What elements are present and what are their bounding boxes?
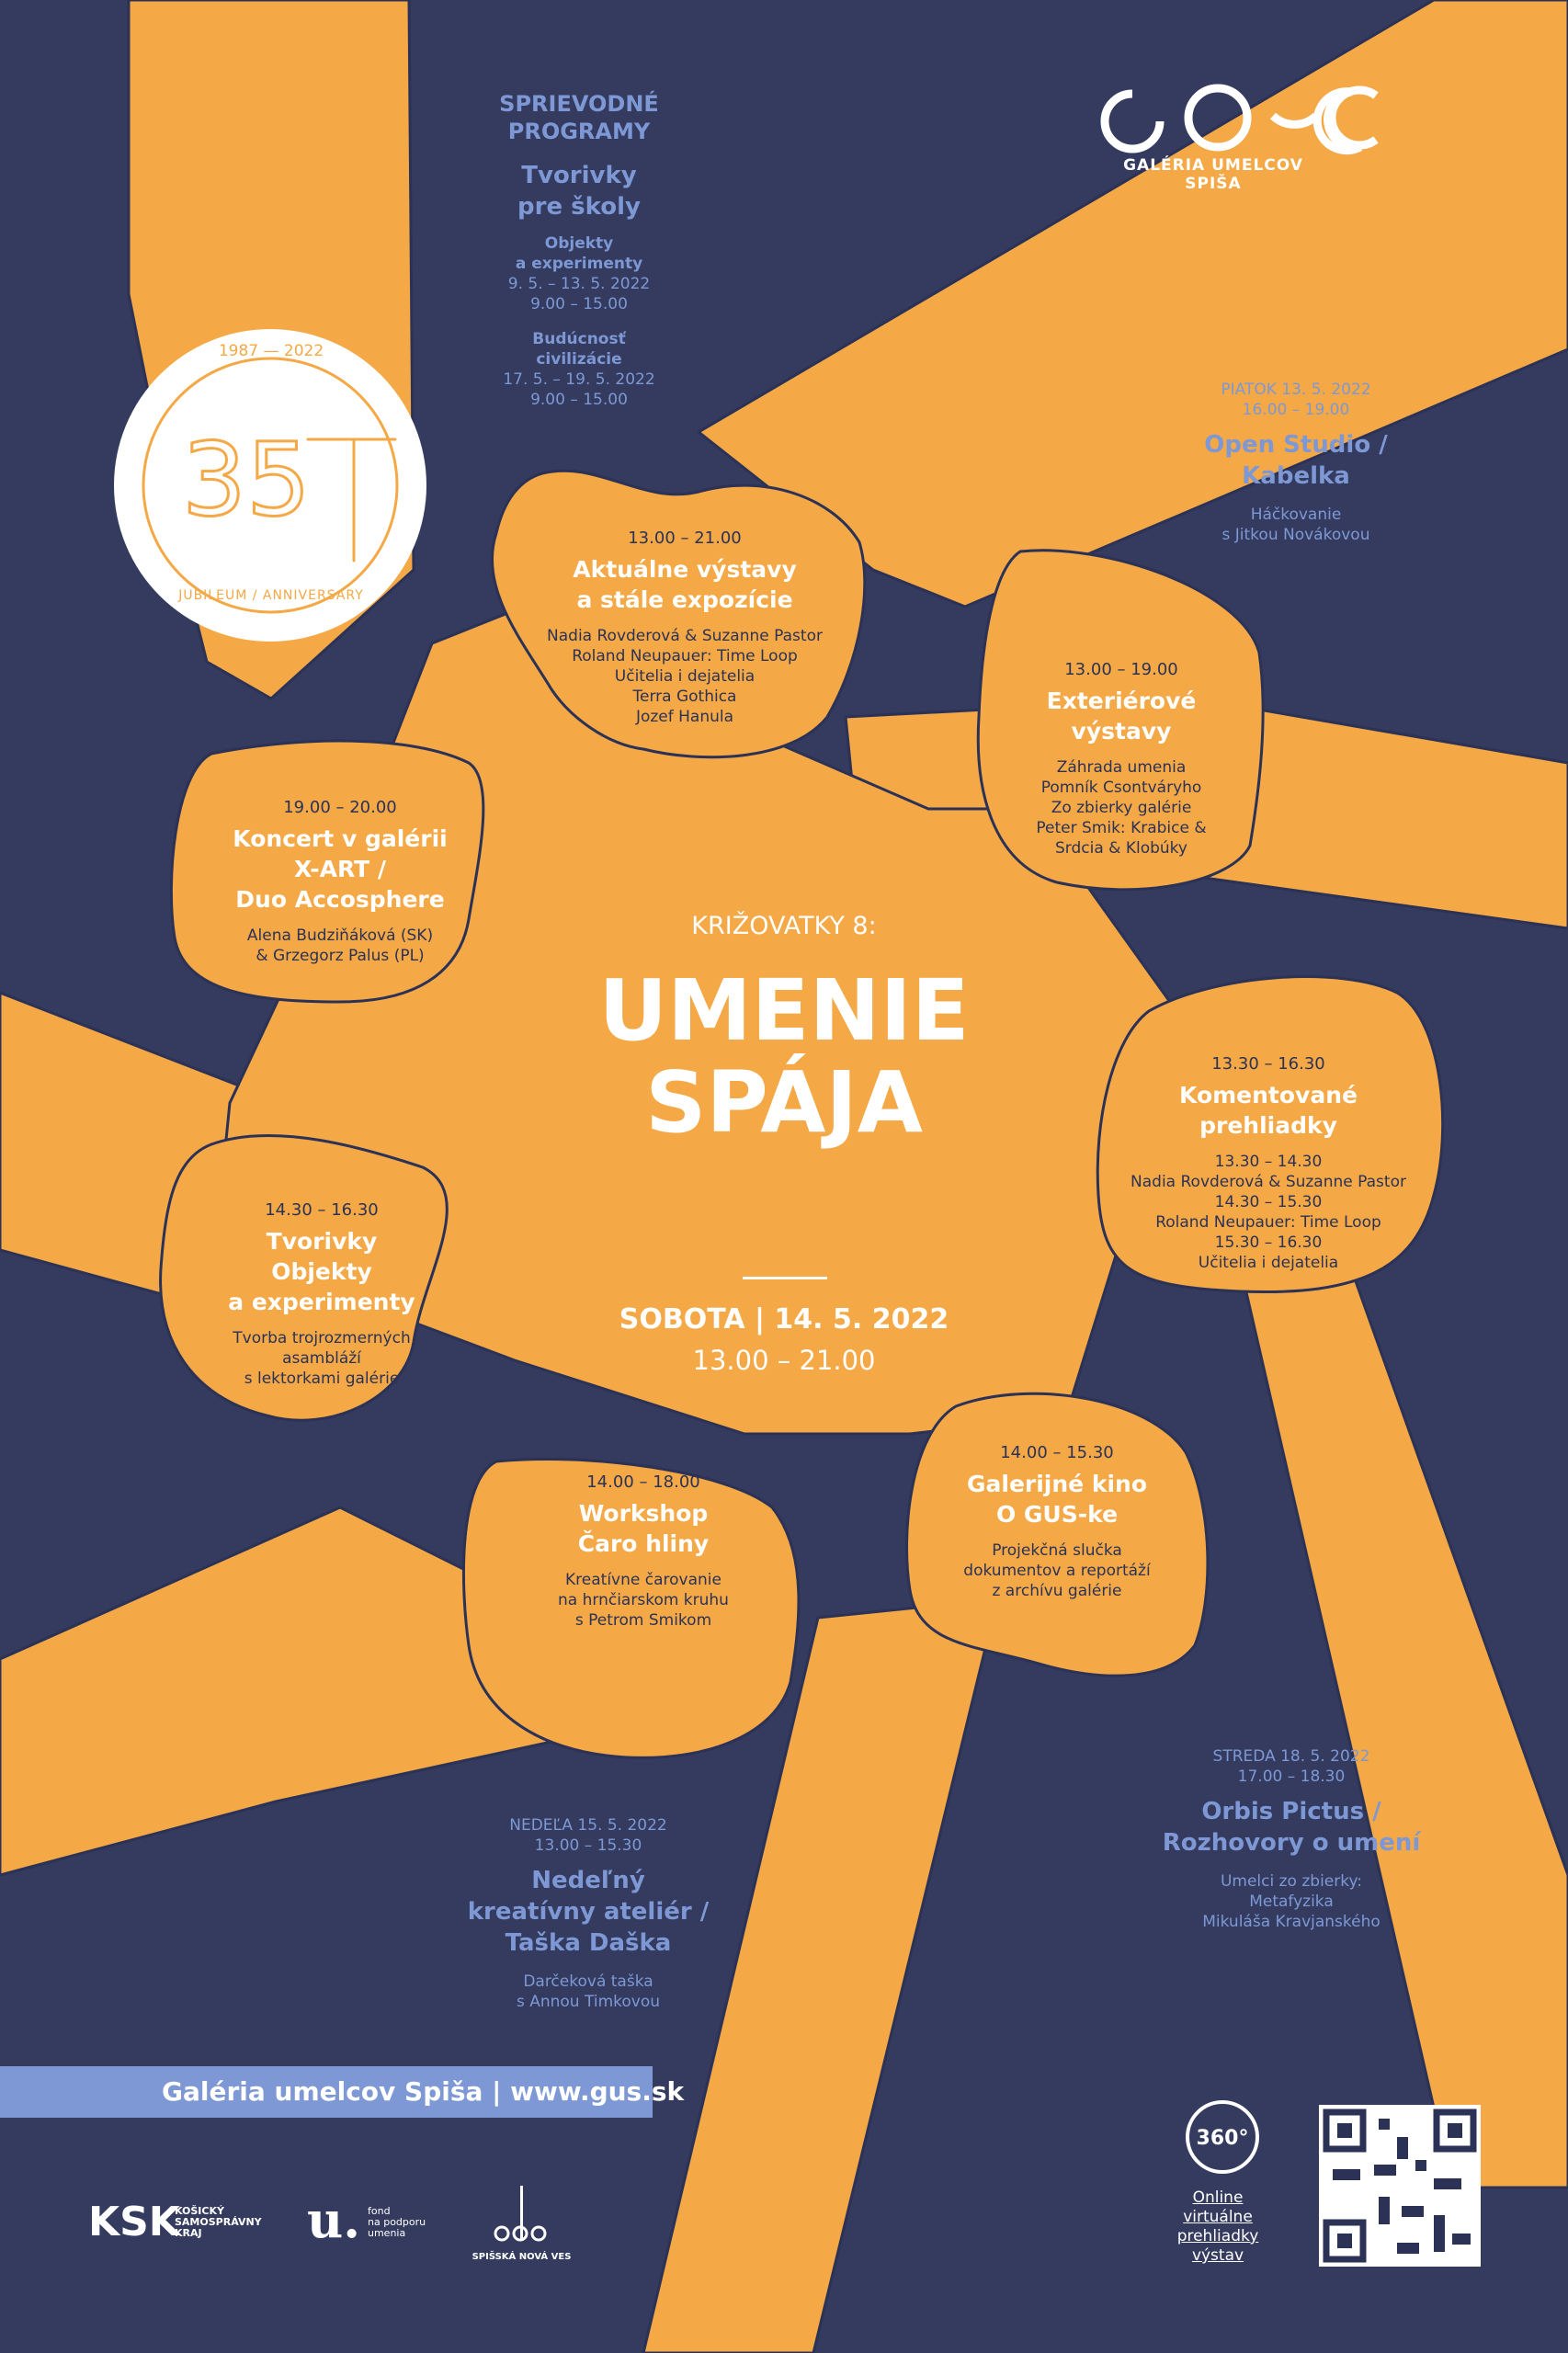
svg-text:u.: u. <box>307 2190 361 2249</box>
program-creative-objects: 14.30 – 16.30 Tvorivky Objekty a experimenty Tvorba trojrozmerných asambláží s lektorkami galérie <box>228 1200 415 1388</box>
divider <box>743 1277 827 1279</box>
program-guided-tours: 13.30 – 16.30 Komentované prehliadky 13.30 – 14.30 Nadia Rovderová & Suzanne Pastor 14.30 – 15.30 Roland Neupauer: Time Loop 15.30 – 16.30 Učitelia i dejatelia <box>1131 1054 1406 1272</box>
svg-text:35: 35 <box>182 421 311 539</box>
jubilee-label: JUBILEUM / ANNIVERSARY <box>178 588 364 603</box>
side-sunday: NEDEĽA 15. 5. 2022 13.00 – 15.30 Nedeľný kreatívny ateliér / Taška Daška Darčeková taška s Annou Timkovou <box>467 1816 710 2011</box>
gallery-logo-name: GALÉRIA UMELCOV SPIŠA <box>1123 156 1303 193</box>
program-exterior: 13.00 – 19.00 Exteriérové výstavy Záhrada umenia Pomník Csontváryho Zo zbierky galérie Peter Smik: Krabice & Srdcia & Klobúky <box>1036 660 1207 858</box>
program-exhibitions: 13.00 – 21.00 Aktuálne výstavy a stále expozície Nadia Rovderová & Suzanne Pastor Roland Neupauer: Time Loop Učitelia i dejatelia Terra Gothica Jozef Hanula <box>547 529 823 726</box>
ksk-text: KOŠICKÝ SAMOSPRÁVNY KRAJ <box>175 2205 262 2239</box>
event-series: KRIŽOVATKY 8: <box>691 912 877 940</box>
social-text[interactable]: Galéria umelcov Spiša | www.gus.sk <box>162 2076 685 2107</box>
side-wednesday: STREDA 18. 5. 2022 17.00 – 18.30 Orbis Pictus / Rozhovory o umení Umelci zo zbierky: Metafyzika Mikuláša Kravjanského <box>1162 1747 1421 1931</box>
event-subtitle: Noc múzeí a galérií <box>589 1160 979 1207</box>
social-bar[interactable] <box>0 2066 685 2118</box>
svg-text:KSK: KSK <box>88 2199 180 2245</box>
event-title: UMENIE SPÁJA <box>598 961 970 1152</box>
fpu-text: fond na podporu umenia <box>368 2205 426 2239</box>
program-concert: 19.00 – 20.00 Koncert v galérii X-ART / Duo Accosphere Alena Budziňáková (SK) & Grzegorz Palus (PL) <box>233 798 448 965</box>
event-hours: 13.00 – 21.00 <box>692 1345 876 1376</box>
qr-code-icon <box>1319 2105 1481 2267</box>
arm-lower-right <box>1241 1268 1568 2188</box>
program-workshop: 14.00 – 18.00 Workshop Čaro hliny Kreatívne čarovanie na hrnčiarskom kruhu s Petrom Smikom <box>558 1472 729 1630</box>
svg-text:360°: 360° <box>1196 2127 1249 2150</box>
programs-title: Tvorivky <box>521 162 637 189</box>
programs-heading: SPRIEVODNÉ <box>499 91 659 117</box>
jubilee-years: 1987 — 2022 <box>218 342 324 360</box>
event-date: SOBOTA | 14. 5. 2022 <box>619 1303 949 1336</box>
side-friday: PIATOK 13. 5. 2022 16.00 – 19.00 Open Studio / Kabelka Háčkovanie s Jitkou Novákovou <box>1204 381 1388 544</box>
side-programs: SPRIEVODNÉ PROGRAMY Tvorivky pre školy Objekty a experimenty 9. 5. – 13. 5. 2022 9.00 – 15.00 Budúcnosť civilizácie 17. 5. – 19. 5. 2022 9.00 – 15.00 <box>432 90 726 410</box>
partner-logos <box>88 2186 545 2249</box>
sns-text: SPIŠSKÁ NOVÁ VES <box>472 2252 572 2262</box>
virtual-tours-link[interactable]: Online virtuálne prehliadky výstav <box>1176 2188 1259 2265</box>
program-cinema: 14.00 – 15.30 Galerijné kino O GUS-ke Projekčná slučka dokumentov a reportáží z archívu galérie <box>963 1443 1151 1600</box>
